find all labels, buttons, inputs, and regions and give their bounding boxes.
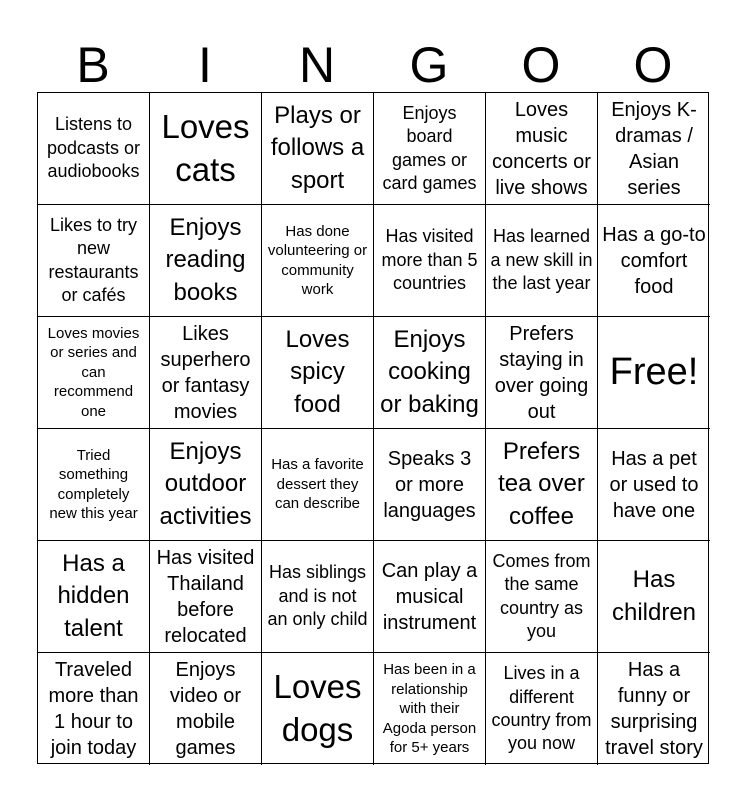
bingo-cell[interactable]: Lives in a different country from you now <box>486 653 598 765</box>
bingo-cell[interactable]: Likes superhero or fantasy movies <box>150 317 262 429</box>
bingo-cell[interactable]: Has learned a new skill in the last year <box>486 205 598 317</box>
header-letter-g: G <box>409 37 449 93</box>
bingo-cell[interactable]: Has a funny or surprising travel story <box>605 659 703 759</box>
bingo-cell[interactable]: Enjoys reading books <box>150 205 262 317</box>
header-letter-b: B <box>76 37 110 93</box>
bingo-cell[interactable]: Loves dogs <box>262 653 374 765</box>
bingo-cell[interactable]: Enjoys board games or card games <box>374 93 486 205</box>
bingo-cell[interactable]: Listens to podcasts or audiobooks <box>38 93 150 205</box>
bingo-cell[interactable]: Loves movies or series and can recommend one <box>38 317 150 429</box>
bingo-cell[interactable]: Has visited Thailand before relocated <box>150 541 262 653</box>
bingo-cell[interactable]: Has been in a relationship with their Agoda person for 5+ years <box>374 653 486 765</box>
bingo-cell[interactable]: Loves cats <box>150 93 262 205</box>
header-letter-o: O <box>521 37 561 93</box>
bingo-cell[interactable]: Likes to try new restaurants or cafés <box>38 205 150 317</box>
bingo-cell[interactable]: Prefers tea over coffee <box>486 429 598 541</box>
bingo-cell[interactable]: Enjoys outdoor activities <box>150 429 262 541</box>
bingo-cell[interactable]: Speaks 3 or more languages <box>374 429 486 541</box>
bingo-cell[interactable]: Has children <box>598 541 710 653</box>
bingo-cell[interactable]: Has siblings and is not an only child <box>262 541 374 653</box>
bingo-cell[interactable]: Plays or follows a sport <box>262 93 374 205</box>
header-letter-o-2: O <box>633 37 673 93</box>
bingo-cell[interactable]: Has a go-to comfort food <box>598 205 710 317</box>
bingo-cell[interactable]: Has a hidden talent <box>38 541 150 653</box>
free-space[interactable]: Free! <box>598 317 710 429</box>
bingo-cell[interactable]: Tried something completely new this year <box>38 429 150 541</box>
bingo-cell[interactable]: Enjoys video or mobile games <box>150 653 262 765</box>
bingo-cell[interactable]: Loves spicy food <box>262 317 374 429</box>
bingo-cell[interactable]: Loves music concerts or live shows <box>486 93 598 205</box>
bingo-cell[interactable]: Has a pet or used to have one <box>598 429 710 541</box>
header-letter-i: I <box>198 37 212 93</box>
bingo-header <box>37 38 709 92</box>
bingo-cell[interactable]: Traveled more than 1 hour to join today <box>38 653 150 765</box>
bingo-cell[interactable]: Can play a musical instrument <box>374 541 486 653</box>
bingo-cell[interactable]: Enjoys cooking or baking <box>374 317 486 429</box>
bingo-cell[interactable]: Enjoys K-dramas / Asian series <box>598 93 710 205</box>
bingo-cell[interactable]: Has a favorite dessert they can describe <box>262 429 374 541</box>
bingo-cell[interactable]: Comes from the same country as you <box>486 541 598 653</box>
bingo-cell[interactable]: Prefers staying in over going out <box>486 317 598 429</box>
bingo-board <box>37 92 709 764</box>
bingo-cell[interactable]: Has done volunteering or community work <box>262 205 374 317</box>
bingo-cell[interactable]: Has visited more than 5 countries <box>374 205 486 317</box>
header-letter-n: N <box>298 37 336 93</box>
